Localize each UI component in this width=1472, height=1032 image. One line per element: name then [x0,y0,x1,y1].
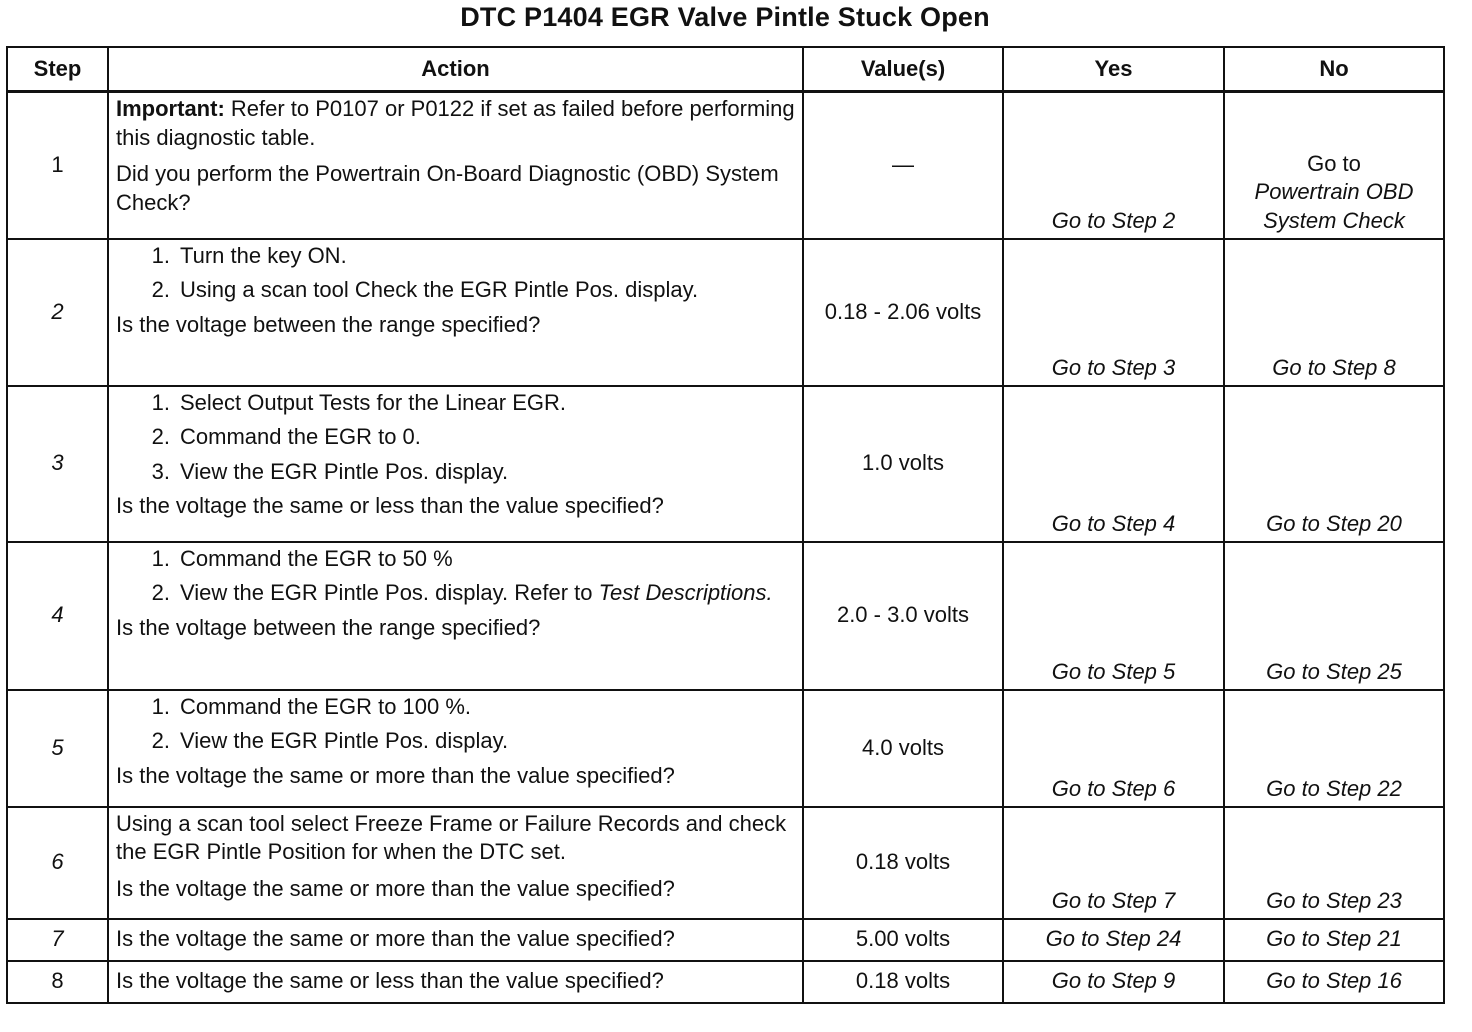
list-item [116,389,795,418]
no-cell: Go to Step 25 [1224,542,1444,690]
action-cell [108,239,803,386]
header-values: Value(s) [803,47,1003,92]
table-header-row [7,47,1444,92]
value-cell: 2.0 - 3.0 volts [803,542,1003,690]
yes-cell: Go to Step 5 [1003,542,1224,690]
step-number: 7 [7,919,108,961]
step-number: 4 [7,542,108,690]
important-note [116,95,795,152]
list-item-text: Select Output Tests for the Linear EGR. [180,389,567,415]
step-number: 6 [7,807,108,919]
list-item-number: 2. [151,728,170,754]
list-item-text [180,579,795,608]
list-item-number: 1. [151,242,170,268]
table-row [7,92,1444,239]
no-cell: Go to Step 22 [1224,690,1444,807]
list-item [116,276,795,305]
header-yes: Yes [1003,47,1224,92]
step-number: 2 [7,239,108,386]
list-item [116,458,795,487]
no-cell: Go to Step 23 [1224,807,1444,919]
value-cell: 0.18 volts [803,807,1003,919]
list-item-text: Using a scan tool Check the EGR Pintle Pos. display. [180,277,699,303]
list-item-number: 3. [151,458,170,484]
no-cell: Go to Step 20 [1224,386,1444,542]
header-step: Step [7,47,108,92]
no-line-1: Powertrain OBD [1254,179,1414,205]
list-item-number: 2. [151,580,170,606]
action-question: Did you perform the Powertrain On-Board Diagnostic (OBD) System Check? [116,161,779,215]
value-cell: 4.0 volts [803,690,1003,807]
table-row [7,542,1444,690]
action-cell [108,807,803,919]
yes-cell: Go to Step 9 [1003,961,1224,1003]
list-item-number: 1. [151,545,170,571]
list-item [116,423,795,452]
header-no: No [1224,47,1444,92]
action-question: Is the voltage the same or more than the value specified? [116,926,675,952]
action-question: Is the voltage between the range specified? [116,614,541,640]
step-number: 8 [7,961,108,1003]
list-item [116,545,795,574]
step-number: 3 [7,386,108,542]
yes-cell: Go to Step 6 [1003,690,1224,807]
yes-cell: Go to Step 24 [1003,919,1224,961]
action-cell [108,386,803,542]
value-cell: 0.18 - 2.06 volts [803,239,1003,386]
list-item-text: View the EGR Pintle Pos. display. [180,728,509,754]
list-item-text: Command the EGR to 0. [180,424,421,450]
value-cell: 0.18 volts [803,961,1003,1003]
table-row [7,386,1444,542]
table-row [7,807,1444,919]
value-cell: 1.0 volts [803,386,1003,542]
list-item [116,727,795,756]
list-item-number: 2. [151,424,170,450]
action-cell [108,542,803,690]
list-item [116,242,795,271]
important-text: Refer to P0107 or P0122 if set as failed before performing this diagnostic table. [116,96,795,150]
yes-cell: Go to Step 3 [1003,239,1224,386]
step-number: 1 [7,92,108,239]
value-cell: — [803,92,1003,239]
action-question: Is the voltage the same or less than the value specified? [116,493,664,519]
no-cell: Go to Step 16 [1224,961,1444,1003]
action-cell [108,92,803,239]
list-item-number: 1. [151,389,170,415]
no-cell [1224,92,1444,239]
action-cell [108,690,803,807]
table-row [7,239,1444,386]
list-item [116,579,795,608]
test-descriptions-reference: Test Descriptions. [598,580,773,606]
list-item-text: Command the EGR to 100 %. [180,693,472,719]
list-item [116,693,795,722]
no-line-2: System Check [1263,207,1405,233]
list-item-text: Command the EGR to 50 % [180,545,453,571]
no-cell: Go to Step 21 [1224,919,1444,961]
no-prefix: Go to [1307,150,1361,176]
value-cell: 5.00 volts [803,919,1003,961]
page-title: DTC P1404 EGR Valve Pintle Stuck Open [460,2,990,32]
action-question: Is the voltage the same or less than the value specified? [116,968,664,994]
header-action: Action [108,47,803,92]
action-question: Is the voltage the same or more than the value specified? [116,875,675,901]
action-text: Using a scan tool select Freeze Frame or Failure Records and check the EGR Pintle Position for when the DTC set. [116,810,787,865]
table-row [7,690,1444,807]
action-cell [108,919,803,961]
action-question: Is the voltage between the range specified? [116,311,541,337]
yes-cell: Go to Step 2 [1003,92,1224,239]
list-item-text: Turn the key ON. [180,242,347,268]
table-row [7,961,1444,1003]
step-number: 5 [7,690,108,807]
action-question: Is the voltage the same or more than the value specified? [116,762,675,788]
important-label: Important: [116,96,225,121]
diagnostic-table [6,46,1445,1004]
yes-cell: Go to Step 7 [1003,807,1224,919]
list-item-number: 2. [151,277,170,303]
list-item-number: 1. [151,693,170,719]
list-item-text-plain: View the EGR Pintle Pos. display. Refer to [180,580,599,606]
no-cell: Go to Step 8 [1224,239,1444,386]
table-row [7,919,1444,961]
action-cell [108,961,803,1003]
yes-cell: Go to Step 4 [1003,386,1224,542]
list-item-text: View the EGR Pintle Pos. display. [180,458,509,484]
